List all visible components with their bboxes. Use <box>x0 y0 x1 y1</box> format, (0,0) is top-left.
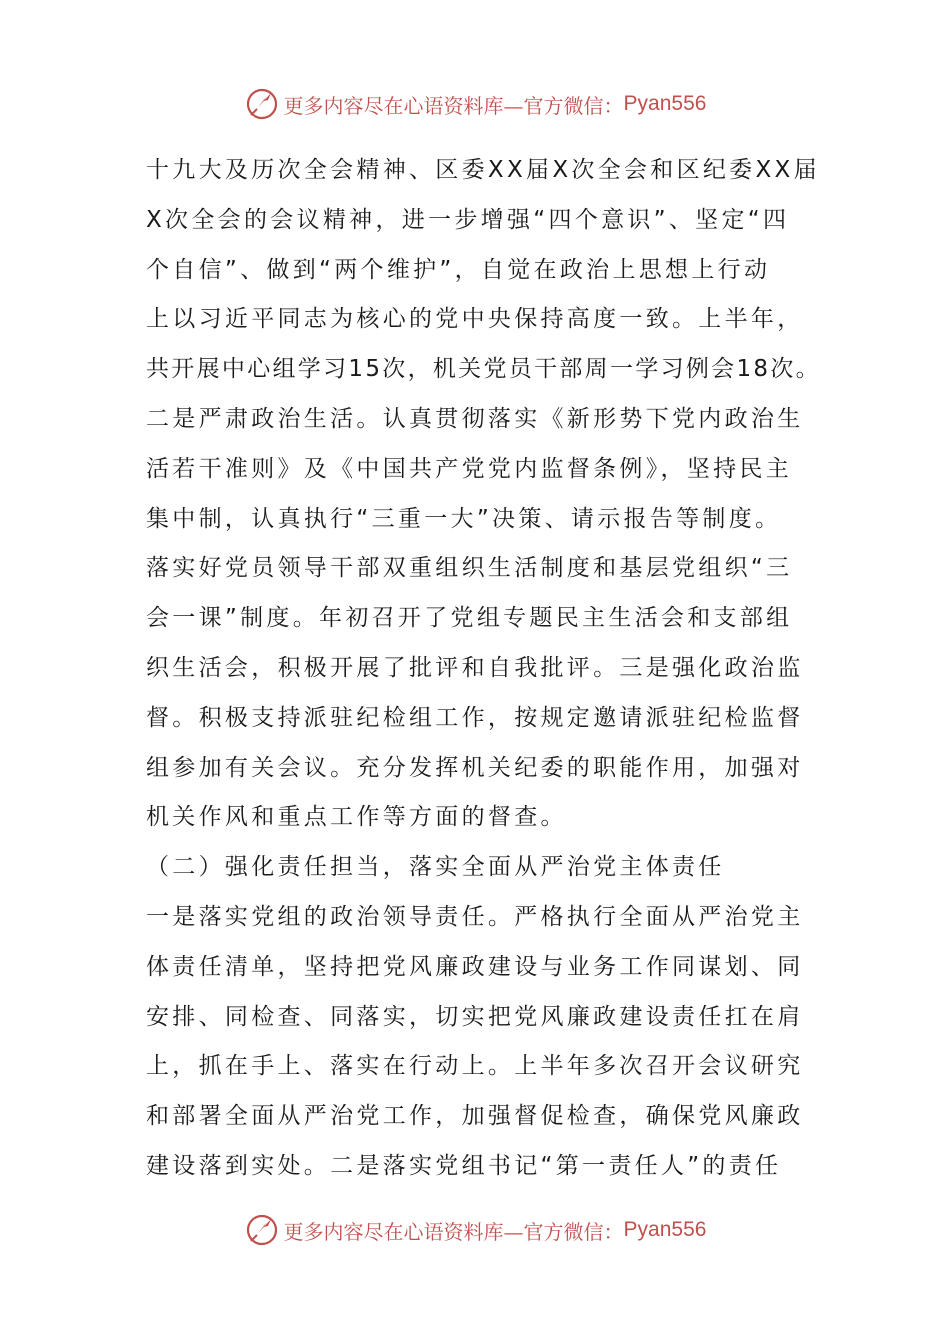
banner-text: 更多内容尽在心语资料库—官方微信： <box>283 1219 624 1244</box>
wechat-handle: Pyan556 <box>623 1218 707 1241</box>
text-line: 安排、同检查、同落实，切实把党风廉政建设责任扛在肩 <box>146 1003 804 1030</box>
quill-logo-icon <box>244 86 280 122</box>
text-line: 会一课”制度。年初召开了党组专题民主生活会和支部组 <box>146 605 793 632</box>
quill-logo-icon <box>244 1212 280 1248</box>
text-line: 机关作风和重点工作等方面的督查。 <box>146 804 567 831</box>
footer-banner <box>0 1210 950 1250</box>
text-line: 落实好党员领导干部双重组织生活制度和基层党组织“三 <box>146 555 793 582</box>
text-line: 上，抓在手上、落实在行动上。上半年多次召开会议研究 <box>146 1053 804 1080</box>
banner-text: 更多内容尽在心语资料库—官方微信： <box>283 93 624 118</box>
text-line: 建设落到实处。二是落实党组书记“第一责任人”的责任 <box>146 1152 782 1179</box>
text-line: 一是落实党组的政治领导责任。严格执行全面从严治党主 <box>146 903 804 930</box>
text-line: 组参加有关会议。充分发挥机关纪委的职能作用，加强对 <box>146 754 804 781</box>
header-banner <box>0 84 950 124</box>
body-text <box>146 146 826 1192</box>
text-line: X次全会的会议精神，进一步增强“四个意识”、坚定“四 <box>146 206 790 233</box>
text-line: 和部署全面从严治党工作，加强督促检查，确保党风廉政 <box>146 1103 804 1130</box>
text-line: 体责任清单，坚持把党风廉政建设与业务工作同谋划、同 <box>146 953 804 980</box>
text-line: 织生活会，积极开展了批评和自我批评。三是强化政治监 <box>146 654 804 681</box>
text-line: 集中制，认真执行“三重一大”决策、请示报告等制度。 <box>146 505 782 532</box>
wechat-handle: Pyan556 <box>623 92 707 115</box>
text-line: 十九大及历次全会精神、区委XX届X次全会和区纪委XX届 <box>146 157 820 183</box>
text-line: 共开展中心组学习15次，机关党员干部周一学习例会18次。 <box>146 356 821 383</box>
text-line: 个自信”、做到“两个维护”，自觉在政治上思想上行动 <box>146 256 771 283</box>
text-line: 活若干准则》及《中国共产党党内监督条例》，坚持民主 <box>146 455 792 482</box>
section-heading: （二）强化责任担当，落实全面从严治党主体责任 <box>146 854 725 881</box>
text-line: 二是严肃政治生活。认真贯彻落实《新形势下党内政治生 <box>146 405 804 432</box>
text-line: 上以习近平同志为核心的党中央保持高度一致。上半年， <box>146 306 804 333</box>
text-line: 督。积极支持派驻纪检组工作，按规定邀请派驻纪检监督 <box>146 704 804 731</box>
